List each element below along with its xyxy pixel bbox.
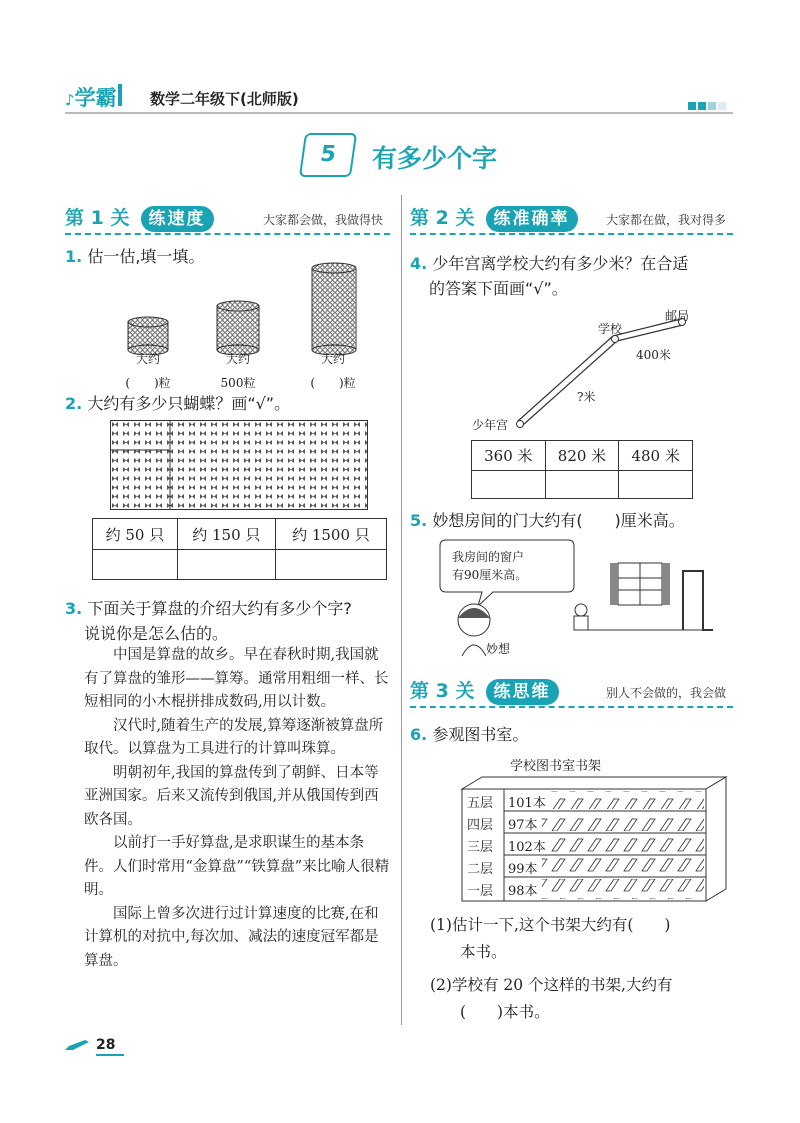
section-tagline: 大家都在做，我对得多 <box>606 213 727 227</box>
section-pill: 练思维 <box>486 679 559 705</box>
section-tagline: 别人不会做的，我会做 <box>606 686 727 700</box>
layer-label: 一层 <box>467 884 494 899</box>
section-banner-2 <box>410 203 733 230</box>
butterflies-illustration <box>110 420 368 510</box>
book-count: 98本 <box>508 884 538 899</box>
section-rule <box>410 706 733 708</box>
option-cell: 480 米 <box>619 441 693 471</box>
answer-cell[interactable] <box>177 550 275 580</box>
section-label: 第 1 关 <box>65 207 130 229</box>
answer-cell[interactable] <box>93 550 178 580</box>
map-label-youth-palace: 少年宫 <box>472 418 509 432</box>
question-4 <box>410 251 688 301</box>
layer-label: 二层 <box>467 862 494 877</box>
option-cell: 360 米 <box>472 441 546 471</box>
section-label: 第 2 关 <box>410 207 475 229</box>
shelf-book-counts <box>508 793 546 903</box>
question-6 <box>410 722 528 747</box>
rice-jars-illustration <box>90 260 390 355</box>
question-text-line1: 下面关于算盘的介绍大约有多少个字? <box>87 599 352 618</box>
map-label-school: 学校 <box>598 322 623 336</box>
question-text: 妙想房间的门大约有( )厘米高。 <box>432 511 685 530</box>
column-divider <box>401 195 402 1025</box>
brand-logo: ♪学霸 <box>65 86 117 110</box>
map-label-distance-400: 400米 <box>636 348 671 362</box>
passage-paragraph: 国际上曾多次进行过计算速度的比赛,在和计算机的对抗中,每次加、减法的速度冠军都是算盘。 <box>84 905 379 969</box>
jar-3-label: 大约 <box>320 352 345 366</box>
question-text: 参观图书室。 <box>432 725 529 744</box>
book-count: 101本 <box>508 796 546 811</box>
answer-cell[interactable] <box>275 550 386 580</box>
question-number: 4. <box>410 254 428 273</box>
answer-cell[interactable] <box>545 471 619 499</box>
book-count: 99本 <box>508 862 538 877</box>
jar-2-value: 500粒 <box>220 376 256 390</box>
question-text-line2: 的答案下面画“√”。 <box>429 279 568 298</box>
sub-question-1-line2: 本书。 <box>460 943 507 961</box>
question-text-line2: 说说你是怎么估的。 <box>84 624 229 643</box>
bookshelf-title: 学校图书室书架 <box>510 759 602 774</box>
question-text: 大约有多少只蝴蝶？画“√”。 <box>87 394 291 413</box>
question-number: 2. <box>65 394 83 413</box>
question-2 <box>65 391 290 416</box>
section-tagline: 大家都会做，我做得快 <box>263 213 384 227</box>
question-5 <box>410 508 685 533</box>
question-number: 6. <box>410 725 428 744</box>
map-label-post-office: 邮局 <box>665 309 690 323</box>
answer-cell[interactable] <box>472 471 546 499</box>
shelf-layer-labels <box>467 793 493 903</box>
question-6-parts <box>430 912 672 1026</box>
distance-options-table <box>471 440 693 499</box>
bookshelf-illustration <box>460 775 730 905</box>
question-text-line1: 少年宫离学校大约有多少米？在合适 <box>432 254 689 273</box>
page-number: 28 <box>96 1037 116 1053</box>
sub-question-2-line1: (2)学校有 20 个这样的书架,大约有 <box>430 976 673 994</box>
jar-1-label: 大约 <box>135 352 160 366</box>
option-cell: 约 50 只 <box>93 519 178 550</box>
question-3 <box>65 596 352 646</box>
section-banner-1 <box>65 203 390 230</box>
logo-divider <box>118 84 122 106</box>
option-cell: 820 米 <box>545 441 619 471</box>
footer-rule <box>96 1054 124 1056</box>
jar-3-value: ( )粒 <box>310 376 356 390</box>
book-title: 数学二年级下(北师版) <box>150 90 299 108</box>
layer-label: 五层 <box>467 796 494 811</box>
passage-paragraph: 汉代时,随着生产的发展,算筹逐渐被算盘所取代。以算盘为工具进行的计算叫珠算。 <box>84 717 384 757</box>
passage-paragraph: 以前打一手好算盘,是求职谋生的基本条件。人们时常用“金算盘”“铁算盘”来比喻人很精明。 <box>84 835 390 898</box>
layer-label: 四层 <box>467 818 494 833</box>
logo-text: 学霸 <box>74 86 117 110</box>
section-label: 第 3 关 <box>410 680 475 702</box>
section-pill: 练准确率 <box>486 206 578 232</box>
section-rule <box>65 233 390 235</box>
book-count: 97本 <box>508 818 538 833</box>
option-cell: 约 150 只 <box>177 519 275 550</box>
header-rule <box>65 112 733 114</box>
sub-question-1-line1: (1)估计一下,这个书架大约有( ) <box>430 916 671 934</box>
jar-2-label: 大约 <box>225 352 250 366</box>
passage-paragraph: 明朝初年,我国的算盘传到了朝鲜、日本等亚洲国家。后来又流传到俄国,并从俄国传到西欧各国。 <box>84 764 379 828</box>
butterfly-options-table <box>92 518 387 580</box>
question-text: 估一估,填一填。 <box>87 247 205 266</box>
lesson-number: 5 <box>299 133 357 177</box>
passage-paragraph: 中国是算盘的故乡。早在春秋时期,我国就有了算盘的雏形——算筹。通常用粗细一样、长短相同的小木棍拼排成数码,用以计数。 <box>84 647 389 710</box>
speech-bubble-line1: 我房间的窗户 <box>452 550 525 564</box>
question-number: 5. <box>410 511 428 530</box>
book-count: 102本 <box>508 840 546 855</box>
section-pill: 练速度 <box>141 206 214 232</box>
section-rule <box>410 233 733 235</box>
layer-label: 三层 <box>467 840 494 855</box>
sub-question-2-line2: ( )本书。 <box>460 1003 550 1021</box>
answer-cell[interactable] <box>619 471 693 499</box>
jar-1-value: ( )粒 <box>125 376 171 390</box>
jar-medium <box>217 301 259 355</box>
character-name: 妙想 <box>486 642 511 656</box>
speech-bubble-line2: 有90厘米高。 <box>452 568 528 582</box>
section-banner-3 <box>410 676 733 703</box>
map-label-distance-unknown: ?米 <box>577 390 596 404</box>
lesson-title: 有多少个字 <box>372 144 498 173</box>
question-number: 1. <box>65 247 83 266</box>
question-number: 3. <box>65 599 83 618</box>
option-cell: 约 1500 只 <box>275 519 386 550</box>
abacus-passage <box>84 644 390 973</box>
pencil-icon <box>65 1038 91 1052</box>
jar-large <box>312 263 356 355</box>
